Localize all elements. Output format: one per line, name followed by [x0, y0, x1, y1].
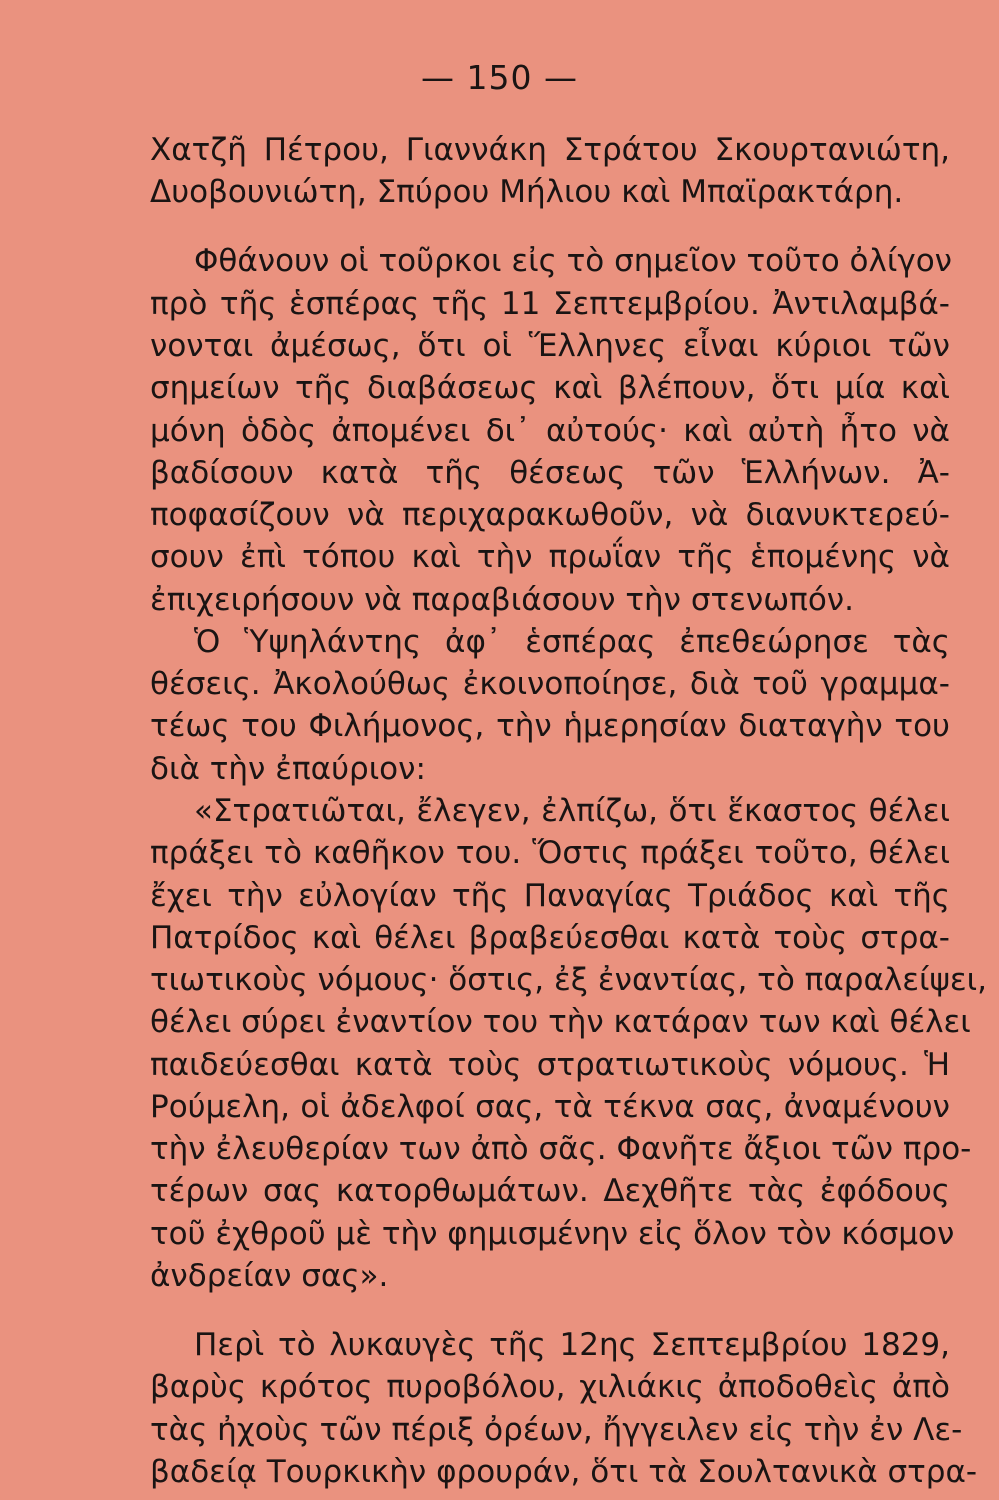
text-line: ἔχει τὴν εὐλογίαν τῆς Παναγίας Τριάδος καὶ τῆς — [150, 877, 950, 914]
text-line: τέρων σας κατορθωμάτων. Δεχθῆτε τὰς ἐφόδους — [150, 1173, 950, 1210]
text-line: βαδείᾳ Τουρκικὴν φρουράν, ὅτι τὰ Σουλτανικὰ στρα- — [150, 1454, 978, 1490]
text-line: σημείων τῆς διαβάσεως καὶ βλέπουν, ὅτι μία καὶ — [150, 370, 950, 407]
text-line: Δυοβουνιώτη, Σπύρου Μήλιου καὶ Μπαϊρακτάρη. — [150, 174, 904, 211]
page-number: — 150 — — [421, 58, 578, 97]
text-line: Πατρίδος καὶ θέλει βραβεύεσθαι κατὰ τοὺς στρα- — [150, 919, 950, 956]
text-line: θέσεις. Ἀκολούθως ἐκοινοποίησε, διὰ τοῦ γραμμα- — [150, 666, 950, 703]
text-line: πράξει τὸ καθῆκον του. Ὅστις πράξει τοῦτο, θέλει — [150, 835, 950, 872]
text-line: βαδίσουν κατὰ τῆς θέσεως τῶν Ἑλλήνων. Ἀ- — [150, 454, 950, 491]
text-line: ἐπιχειρήσουν νὰ παραβιάσουν τὴν στενωπόν. — [150, 581, 854, 618]
text-line: ἀνδρείαν σας». — [150, 1258, 389, 1294]
text-line: ποφασίζουν νὰ περιχαρακωθοῦν, νὰ διανυκτερεύ- — [150, 497, 950, 534]
text-line: Χατζῆ Πέτρου, Γιαννάκη Στράτου Σκουρτανιώτη, — [150, 132, 950, 168]
text-line: Περὶ τὸ λυκαυγὲς τῆς 12ης Σεπτεμβρίου 1829, — [194, 1327, 950, 1364]
text-line: τὴν ἐλευθερίαν των ἀπὸ σᾶς. Φανῆτε ἄξιοι τῶν προ- — [150, 1131, 972, 1168]
text-line: διὰ τὴν ἐπαύριον: — [150, 750, 426, 787]
text-line: βαρὺς κρότος πυροβόλου, χιλιάκις ἀποδοθεὶς ἀπὸ — [150, 1369, 950, 1406]
text-line: τιωτικοὺς νόμους· ὅστις, ἐξ ἐναντίας, τὸ παραλείψει, — [150, 962, 988, 999]
text-line: τοῦ ἐχθροῦ μὲ τὴν φημισμένην εἰς ὅλον τὸν κόσμον — [150, 1215, 955, 1252]
text-line: παιδεύεσθαι κατὰ τοὺς στρατιωτικοὺς νόμους. Ἡ — [150, 1046, 950, 1083]
text-line: θέλει σύρει ἐναντίον του τὴν κατάραν των καὶ θέλει — [150, 1004, 971, 1041]
text-line: πρὸ τῆς ἑσπέρας τῆς 11 Σεπτεμβρίου. Ἀντιλαμβά- — [150, 285, 950, 322]
text-line: τὰς ἠχοὺς τῶν πέριξ ὀρέων, ἤγγειλεν εἰς τὴν ἐν Λε- — [150, 1411, 963, 1448]
text-line: «Στρατιῶται, ἔλεγεν, ἐλπίζω, ὅτι ἕκαστος θέλει — [194, 793, 950, 829]
text-line: Ὁ Ὑψηλάντης ἀφ᾽ ἑσπέρας ἐπεθεώρησε τὰς — [194, 623, 950, 660]
text-line: νονται ἀμέσως, ὅτι οἱ Ἕλληνες εἶναι κύριοι τῶν — [150, 327, 950, 364]
text-line: Φθάνουν οἱ τοῦρκοι εἰς τὸ σημεῖον τοῦτο ὀλίγον — [194, 243, 952, 280]
text-line: μόνη ὁδὸς ἀπομένει δι᾽ αὐτούς· καὶ αὐτὴ ἦτο νὰ — [150, 412, 950, 449]
text-line: τέως του Φιλήμονος, τὴν ἡμερησίαν διαταγὴν του — [150, 708, 950, 745]
text-line: Ρούμελη, οἱ ἀδελφοί σας, τὰ τέκνα σας, ἀναμένουν — [150, 1088, 950, 1125]
text-line: σουν ἐπὶ τόπου καὶ τὴν πρωΐαν τῆς ἑπομένης νὰ — [150, 539, 950, 576]
